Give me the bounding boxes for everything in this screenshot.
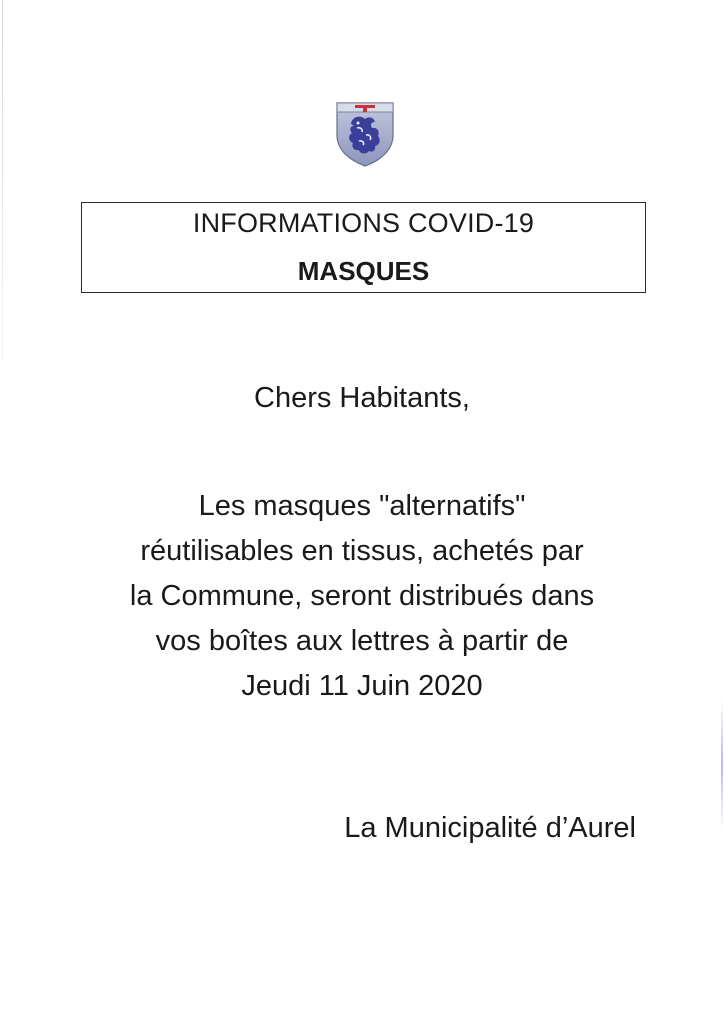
- body-line: la Commune, seront distribués dans: [129, 580, 595, 612]
- title-informations: INFORMATIONS COVID-19: [192, 208, 535, 238]
- body-paragraph: [60, 484, 664, 709]
- scan-edge-right: [721, 700, 723, 830]
- title-box: [81, 202, 646, 293]
- body-line: réutilisables en tissus, achetés par: [140, 535, 584, 567]
- title-masques: MASQUES: [297, 256, 430, 286]
- signature: La Municipalité d’Aurel: [344, 812, 636, 844]
- body-line: Les masques "alternatifs": [198, 490, 526, 522]
- scan-edge-left: [2, 0, 3, 360]
- body-line: vos boîtes aux lettres à partir de: [155, 625, 569, 657]
- coat-of-arms-icon: [335, 101, 395, 167]
- greeting: Chers Habitants,: [254, 382, 470, 414]
- body-line-date: Jeudi 11 Juin 2020: [241, 670, 483, 702]
